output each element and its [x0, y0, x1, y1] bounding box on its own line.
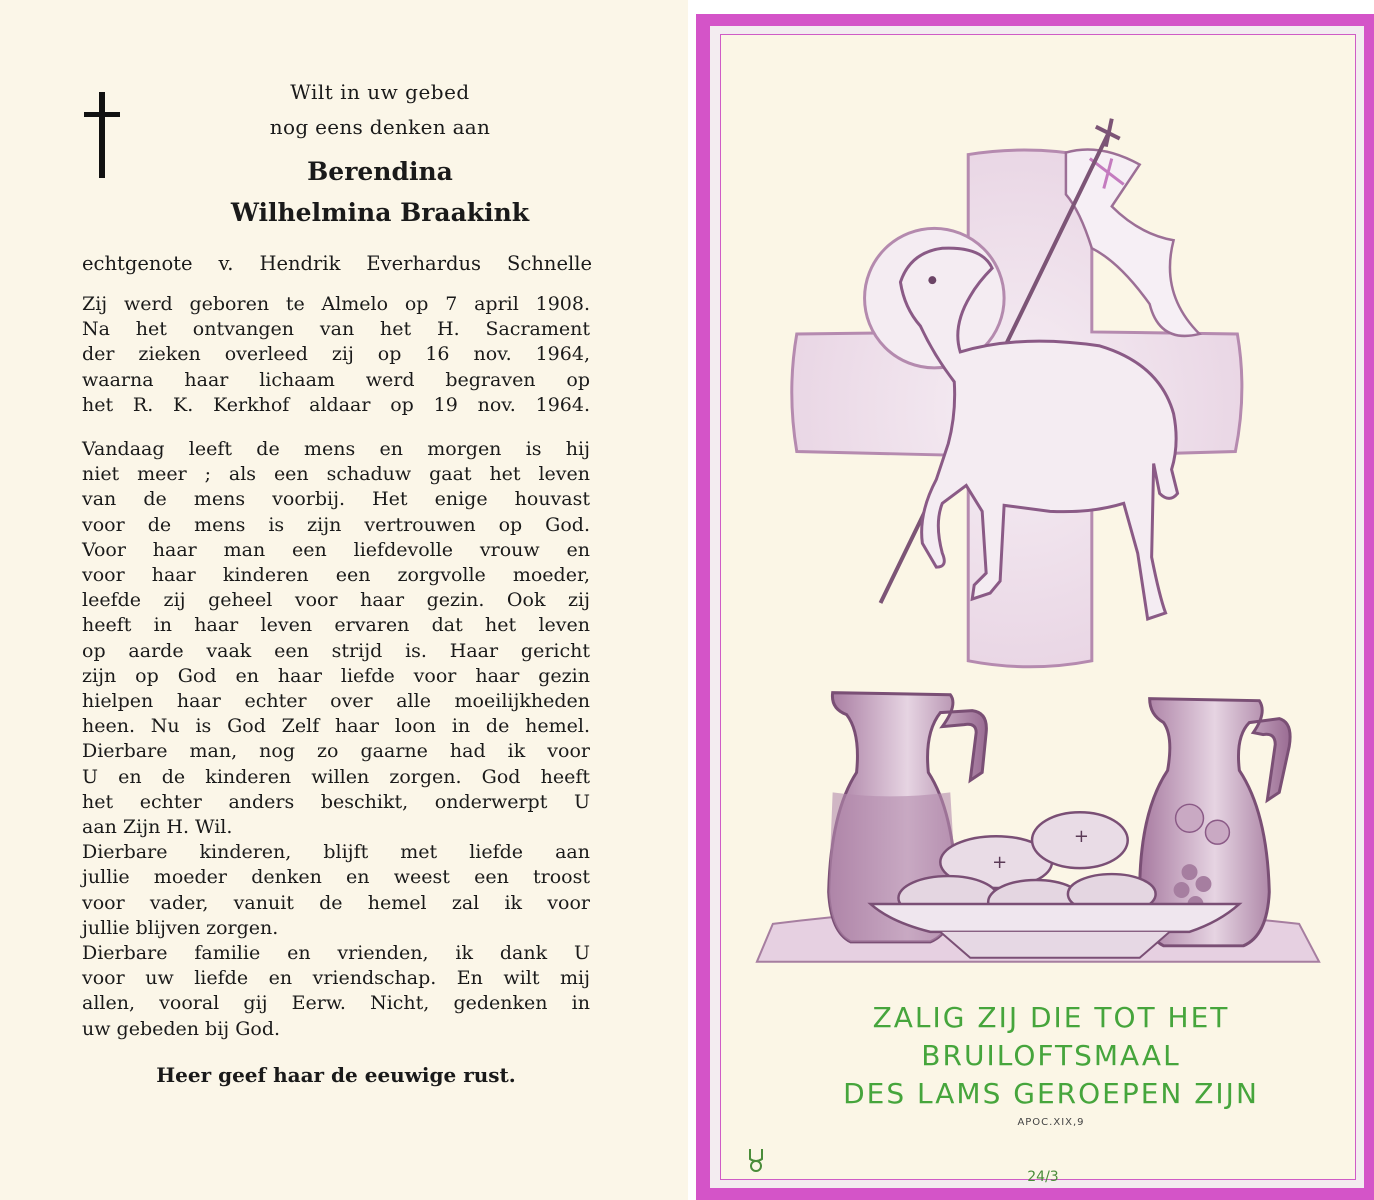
text-line: waarna haar lichaam werd begraven op	[82, 368, 590, 391]
memorial-card-image-side	[696, 14, 1374, 1200]
text-line: het R. K. Kerkhof aldaar op 19 nov. 1964.	[82, 393, 590, 416]
text-line: op aarde vaak een strijd is. Haar gericht	[82, 639, 590, 662]
text-line: zijn op God en haar liefde voor haar gezin	[82, 664, 590, 687]
text-line: Na het ontvangen van het H. Sacrament	[82, 318, 590, 341]
text-line: niet meer ; als een schaduw gaat het leven	[82, 463, 590, 486]
text-line: Vandaag leeft de mens en morgen is hij	[82, 438, 590, 460]
deceased-first-names: Berendina	[307, 157, 453, 186]
text-line: voor de mens is zijn vertrouwen op God.	[82, 513, 590, 536]
motto-line-3: DES LAMS GEROEPEN ZIJN	[843, 1077, 1259, 1110]
text-line: Dierbare kinderen, blijft met liefde aan	[82, 841, 590, 864]
text-line: Dierbare man, nog zo gaarne had ik voor	[82, 740, 590, 763]
text-line: aan Zijn H. Wil.	[82, 816, 233, 839]
text-line: hielpen haar echter over alle moeilijkheden	[82, 690, 590, 713]
text-line: Voor haar man een liefdevolle vrouw en	[82, 538, 590, 561]
text-line: allen, vooral gij Eerw. Nicht, gedenken in	[82, 992, 590, 1015]
text-line: leefde zij geheel voor haar gezin. Ook zij	[82, 589, 590, 612]
text-line: uw gebeden bij God.	[82, 1017, 281, 1040]
intro-line-2: nog eens denken aan	[269, 115, 491, 139]
text-line: het echter anders beschikt, onderwerpt U	[82, 790, 590, 813]
text-line: U en de kinderen willen zorgen. God heeft	[82, 765, 590, 788]
closing-prayer: Heer geef haar de eeuwige rust.	[156, 1063, 516, 1087]
latin-cross-icon	[82, 92, 122, 178]
deceased-middle-last-name: Wilhelmina Braakink	[230, 198, 530, 227]
intro-line-1: Wilt in uw gebed	[290, 80, 470, 104]
text-line: voor haar kinderen een zorgvolle moeder,	[82, 564, 590, 587]
text-line: der zieken overleed zij op 16 nov. 1964,	[82, 343, 590, 366]
card-picture-area	[720, 34, 1356, 1185]
text-line: Zij werd geboren te Almelo op 7 april 1908.	[82, 293, 590, 315]
motto-line-1: ZALIG ZIJ DIE TOT HET	[872, 1001, 1230, 1034]
artist-monogram-icon	[747, 1147, 765, 1173]
text-line: heen. Nu is God Zelf haar loon in de hemel.	[82, 715, 590, 738]
text-line: Dierbare familie en vrienden, ik dank U	[82, 942, 590, 965]
bible-reference: APOC.XIX,9	[1017, 1117, 1085, 1128]
spouse-line: echtgenote v. Hendrik Everhardus Schnelle	[82, 252, 592, 275]
text-line: jullie blijven zorgen.	[82, 916, 279, 939]
text-line: heeft in haar leven ervaren dat het leven	[82, 614, 590, 637]
svg-text:+: +	[1073, 826, 1089, 848]
card-number: 24/3	[1027, 1169, 1059, 1185]
motto-line-2: BRUILOFTSMAAL	[921, 1039, 1181, 1072]
card-inner-frame	[710, 26, 1364, 1188]
text-line: jullie moeder denken en weest een troost	[82, 866, 590, 889]
biography-paragraph	[82, 292, 590, 418]
svg-text:+: +	[992, 852, 1008, 874]
text-line: voor uw liefde en vriendschap. En wilt mij	[82, 967, 590, 990]
text-line: van de mens voorbij. Het enige houvast	[82, 488, 590, 511]
text-line: voor vader, vanuit de hemel zal ik voor	[82, 891, 590, 914]
remembrance-paragraph	[82, 437, 590, 1042]
